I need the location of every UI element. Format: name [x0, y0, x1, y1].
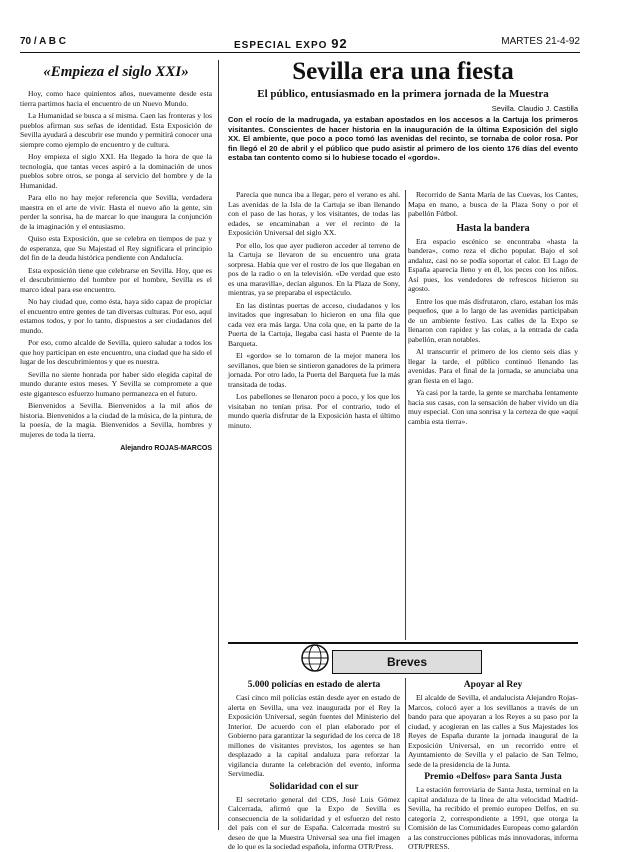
globe-icon: [300, 643, 330, 673]
opinion-paragraph: Hoy, como hace quinientos años, nuevamente desde esta tierra partimos hacia el encuentro de un Nuevo Mundo.: [20, 89, 212, 108]
article-paragraph: Entre los que más disfrutaron, claro, estaban los más pequeños, que a lo largo de las avenidas participaban de un ambiente festivo. Las calles de la Expo se llenaron con rapidez y las colas, a la entrada de cada pabellón, eran notables.: [408, 296, 578, 344]
article-paragraph: Recorrido de Santa María de las Cuevas, los Cantes, Mapa en mano, a busca de la Plaza Sony o por el pabellón Fútbol.: [408, 190, 578, 218]
opinion-paragraph: Por eso, como alcalde de Sevilla, quiero saludar a todos los que hoy participan en este encuentro, una ciudad que ha sido el lugar de los descubrimientos y que es nuestra.: [20, 338, 212, 366]
brief-title: Solidaridad con el sur: [269, 781, 359, 792]
article-subheading: Hasta la bandera: [456, 222, 530, 234]
breves-column-1: [228, 678, 406, 851]
brief-title: Apoyar al Rey: [463, 680, 523, 690]
main-headline: Sevilla era una fiesta: [292, 58, 514, 85]
brief-text: La estación ferroviaria de Santa Justa, terminal en la capital andaluza de la línea de alta velocidad Madrid-Sevilla, ha recibido el premio europeo Delfos, en su categoría 2, correspondiente a 1991, que otorga la Comisión de las Comunidades Europeas como galardón a las construcciones públicas más innovadoras, informa OTR/PRESS.: [408, 785, 578, 851]
lead-paragraph: Con el rocío de la madrugada, ya estaban apostados en los accesos a la Cartuja los primeros visitantes. Conscientes de hacer historia en la inauguración de la última Exposición del siglo XX. El ambiente, que poco a poco tomó las avenidas del recinto, se tornaba de color rosa. Por fin llegó el 20 de abril y el público que pudo asistir al primero de los ciento 176 días del evento estaba tan contento como si lo hubiese tocado el «gordo».: [228, 115, 578, 163]
breves-divider: [228, 642, 578, 644]
opinion-paragraph: Esta exposición tiene que celebrarse en Sevilla. Hoy, que es el descubrimiento del hombre por el hombre, Sevilla es el marco ideal para ese encuentro.: [20, 265, 212, 294]
article-paragraph: Los pabellones se llenaron poco a poco, y los que los visitaban no tenían prisa. Por el contrario, todo el mundo quería disfrutar de la Exposición hasta el último minuto.: [228, 392, 400, 430]
opinion-signature: Alejandro ROJAS-MARCOS: [120, 445, 212, 452]
opinion-paragraph: Bienvenidos a Sevilla. Bienvenidos a la mil años de historia. Bienvenidos a la ciudad de la música, de la pintura, de la poesía, de la magia. Bienvenidos a Sevilla, hombres y mujeres de toda la tierra.: [20, 401, 212, 439]
opinion-title: «Empieza el siglo XXI»: [43, 64, 189, 80]
breves-column-2: [408, 678, 578, 851]
section-label: [234, 36, 348, 51]
brief-text: El alcalde de Sevilla, el andalucista Alejandro Rojas-Marcos, colocó ayer a los sevillanos a través de un bando para que apoyaran a los Reyes a su paso por la ciudad, y acogieran en las calles a Sus Majestades los Reyes de España durante la jornada inaugural de la Exposición Universal, en un recorrido entre el Ayuntamiento de Sevilla y el palacio de San Telmo, sede de la presidencia de la Junta.: [408, 693, 578, 769]
opinion-paragraph: Para ello no hay mejor referencia que Sevilla, verdadera maestra en el arte de vivir. Hasta el nuevo año la gente, sin perder la sonrisa, ha de marcar lo que inaugura la conjunción de la imaginación y el entusiasmo.: [20, 193, 212, 231]
opinion-paragraph: Hoy empieza el siglo XXI. Ha llegado la hora de que la tecnología, que tantas veces aspiró a la dominación de unos pueblos sobre otros, se ponga al servicio del hombre y de la Humanidad.: [20, 152, 212, 190]
section-year: 92: [331, 36, 348, 51]
opinion-paragraph: Sevilla no siente honrada por haber sido elegida capital de mundo durante estos meses. Y Sevilla se compromete a que este gigantesco esfuerzo humano permanezca en el futuro.: [20, 369, 212, 398]
article-paragraph: El «gordo» se lo tomaron de la mejor manera los sevillanos, que bien se sintieron ganadores de la primera jornada. Por otro lado, la Puerta del Barqueta fue la más transitada de todas.: [228, 351, 400, 389]
brief-text: Casi cinco mil policías están desde ayer en estado de alerta en Sevilla, una vez inaugurada por el Rey la Exposición Universal, según fuentes del Ministerio del Interior. De acuerdo con el plan elaborado por el Gobierno para garantizar la seguridad de los cerca de 18 millones de visitantes previstos, los agentes se han desplazado a la capital andaluza para reforzar la vigilancia durante la celebración del evento, informa Servimedia.: [228, 693, 400, 778]
opinion-column: [20, 60, 219, 830]
byline: Sevilla. Claudio J. Castilla: [491, 104, 578, 113]
brief-text: El secretario general del CDS, José Luis Gómez Calcerrada, afirmó que la Expo de Sevilla es consecuencia de la solidaridad y el esfuerzo del resto del país con el sur de España. Calcerrada mostró su deseo de que la Muestra Universal sea una fiel imagen de lo que es la sociedad española, informa OTR/Press.: [228, 794, 400, 851]
opinion-paragraph: Quiso esta Exposición, que se celebra en tiempos de paz y de esperanza, que Su Majestad el Rey significara el principio del fin de la deuda histórica pendiente con Andalucía.: [20, 234, 212, 262]
article-paragraph: En las distintas puertas de acceso, ciudadanos y los invitados que ingresaban lo hicieron en una fila que cada vez era más larga. Una cola que, en la parte de la Puerta de la Cartuja, llegaba casi hasta el Puente de la Barqueta.: [228, 300, 400, 348]
article-column-2: [408, 190, 578, 640]
page-header: [20, 36, 580, 53]
article-paragraph: Por ello, los que ayer pudieron acceder al terreno de la Cartuja se llevaron de su encuentro una grata sorpresa. Había que ver el rostro de los que llegaban en pos de la radio o en la televisión. «De verdad que esto es una maravilla», decían algunos. En la Plaza de Sony, mientras, ya se preparaba el espectáculo.: [228, 240, 400, 297]
page-number: 70 / A B C: [20, 36, 66, 47]
issue-date: MARTES 21-4-92: [501, 36, 580, 47]
brief-title: 5.000 policías en estado de alerta: [247, 680, 381, 690]
opinion-paragraph: La Humanidad se busca a sí misma. Caen las fronteras y los pueblos afirman sus señas de identidad. Esta Exposición de Sevilla ayudará a descubrir ese mundo y permitirá conocer una siempre como ejemplo de encuentro y de cultura.: [20, 111, 212, 149]
article-paragraph: Era espacio escénico se encontraba «hasta la bandera», como reza el dicho popular. Bajo el sol andaluz, casi no se podía soportar el calor. El Lago de España aparecía lleno y en él, los peces con los niños. Así pues, los vendedores de refrescos hicieron su agosto.: [408, 236, 578, 293]
article-paragraph: Parecía que nunca iba a llegar, pero el verano es ahí. Las avenidas de la Isla de la Cartuja se iban llenando con el paso de las horas, y los visitantes, de todas las edades, se encaminaban a ver el recinto de la Exposición Universal del siglo XX.: [228, 190, 400, 237]
article-paragraph: Ya casi por la tarde, la gente se marchaba lentamente hacia sus casas, con la sensación de haber vivido un día muy especial. Con una sonrisa y la certeza de que «aquí cambia esta tierra».: [408, 388, 578, 426]
article-paragraph: Al transcurrir el primero de los ciento seis días y llegar la tarde, el público continuó llenando las avenidas. Para el final de la jornada, se anunciaba una gran fiesta en el lago.: [408, 347, 578, 385]
article-column-1: [228, 190, 406, 640]
brief-title: Premio «Delfos» para Santa Justa: [424, 772, 562, 782]
main-subheadline: El público, entusiasmado en la primera jornada de la Muestra: [257, 88, 549, 100]
opinion-paragraph: No hay ciudad que, como ésta, haya sido capaz de propiciar el encuentro entre gentes de tan diversas culturas. Por eso, aquí estamos todos, y por lo tanto, dispuestos a ser ciudadanos del mundo.: [20, 297, 212, 335]
breves-label: Breves: [332, 650, 482, 674]
section-label-text: ESPECIAL EXPO: [234, 40, 328, 51]
